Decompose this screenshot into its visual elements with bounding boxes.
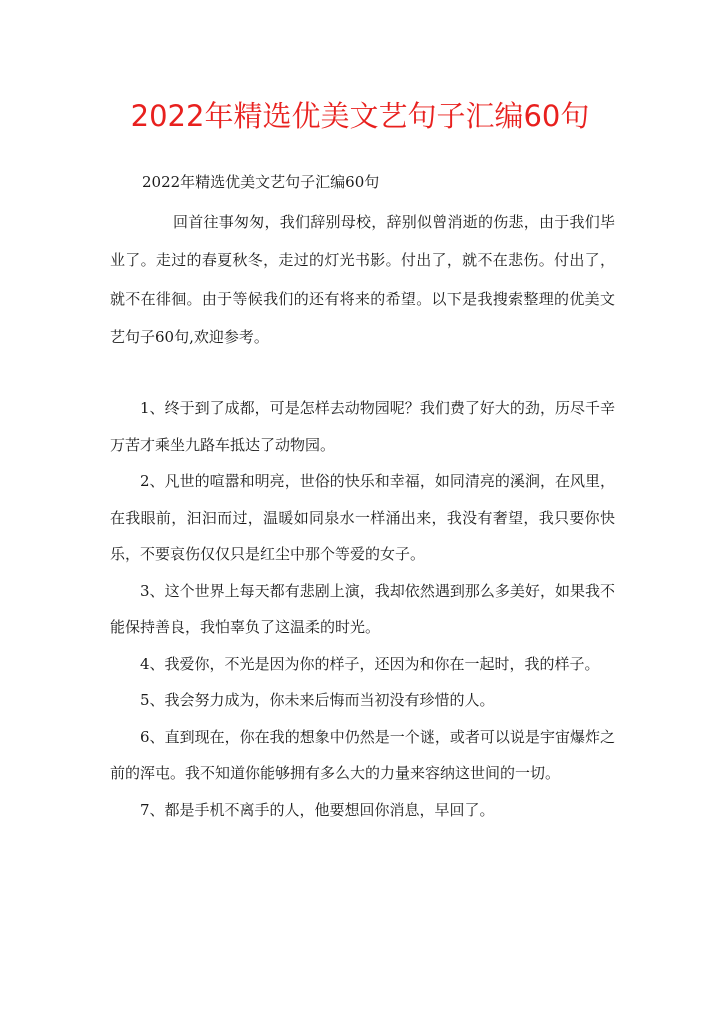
page-title: 2022年精选优美文艺句子汇编60句 <box>130 99 590 133</box>
list-item: 7、都是手机不离手的人，他要想回你消息，早回了。 <box>140 800 495 819</box>
list-item: 1、终于到了成都，可是怎样去动物园呢？我们费了好大的劲，历尽千辛万苦才乘坐九路车抵达了动物园。 <box>110 399 615 454</box>
intro-paragraph: 回首往事匆匆，我们辞别母校，辞别似曾消逝的伤悲，由于我们毕业了。走过的春夏秋冬，走过的灯光书影。付出了，就不在悲伤。付出了，就不在徘徊。由于等候我们的还有将来的希望。以下是我搜索整理的优美文艺句子60句,欢迎参考。 <box>110 213 615 347</box>
list-item: 2、凡世的喧嚣和明亮，世俗的快乐和幸福，如同清亮的溪涧，在风里，在我眼前，汩汩而过，温暖如同泉水一样涌出来，我没有奢望，我只要你快乐，不要哀伤仅仅只是红尘中那个等爱的女子。 <box>110 472 615 563</box>
sentence-list <box>110 390 615 828</box>
list-item: 6、直到现在，你在我的想象中仍然是一个谜，或者可以说是宇宙爆炸之前的浑屯。我不知道你能够拥有多么大的力量来容纳这世间的一切。 <box>110 727 615 782</box>
document-subtitle: 2022年精选优美文艺句子汇编60句 <box>142 173 380 191</box>
list-item: 4、我爱你，不光是因为你的样子，还因为和你在一起时，我的样子。 <box>140 654 600 673</box>
list-item: 3、这个世界上每天都有悲剧上演，我却依然遇到那么多美好，如果我不能保持善良，我怕辜负了这温柔的时光。 <box>110 581 615 636</box>
list-item: 5、我会努力成为，你未来后悔而当初没有珍惜的人。 <box>140 691 495 709</box>
